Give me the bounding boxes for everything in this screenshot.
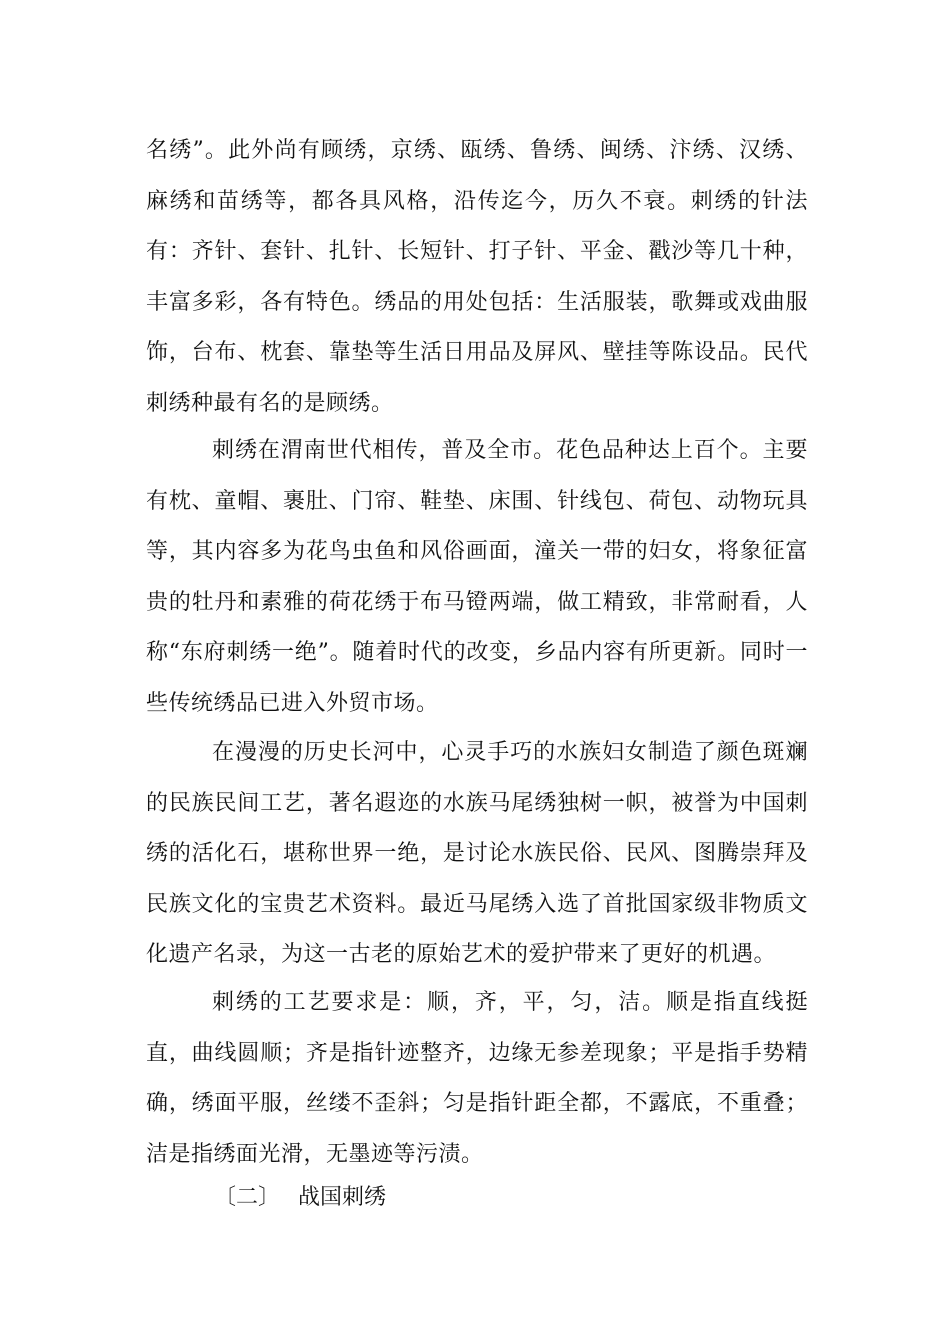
paragraph-embroidery-styles: [146, 126, 808, 429]
paragraph-text: 在漫漫的历史长河中，心灵手巧的水族妇女制造了颜色斑斓的民族民间工艺，著名遐迩的水族马尾绣独树一帜，被誉为中国刺绣的活化石，堪称世界一绝，是讨论水族民俗、民风、图腾崇拜及民族文化的宝贵艺术资料。最近马尾绣入选了首批国家级非物质文化遗产名录，为这一古老的原始艺术的爱护带来了更好的机遇。: [146, 740, 808, 967]
section-title: 战国刺绣: [298, 1185, 387, 1210]
paragraph-craft-requirements: [146, 978, 808, 1180]
section-number: 〔二〕: [214, 1185, 281, 1210]
paragraph-shui-horsetail-embroidery: [146, 728, 808, 981]
paragraph-text: 刺绣的工艺要求是：顺，齐，平，匀，洁。顺是指直线挺直，曲线圆顺；齐是指针迹整齐，边缘无参差现象；平是指手势精确，绣面平服，丝缕不歪斜；匀是指针距全都，不露底，不重叠；洁是指绣面光滑，无墨迹等污渍。: [146, 990, 808, 1167]
section-heading: [214, 1180, 386, 1216]
paragraph-weinan-embroidery: [146, 426, 808, 729]
paragraph-text: 名绣”。此外尚有顾绣，京绣、瓯绣、鲁绣、闽绣、汴绣、汉绣、麻绣和苗绣等，都各具风格，沿传迄今，历久不衰。刺绣的针法有：齐针、套针、扎针、长短针、打子针、平金、戳沙等几十种，丰富多彩，各有特色。绣品的用处包括：生活服装，歌舞或戏曲服饰，台布、枕套、靠垫等生活日用品及屏风、壁挂等陈设品。民代刺绣种最有名的是顾绣。: [146, 138, 808, 416]
paragraph-text: 刺绣在渭南世代相传，普及全市。花色品种达上百个。主要有枕、童帽、裹肚、门帘、鞋垫、床围、针线包、荷包、动物玩具等，其内容多为花鸟虫鱼和风俗画面，潼关一带的妇女，将象征富贵的牡丹和素雅的荷花绣于布马镫两端，做工精致，非常耐看，人称“东府刺绣一绝”。随着时代的改变，乡品内容有所更新。同时一些传统绣品已进入外贸市场。: [146, 438, 808, 716]
